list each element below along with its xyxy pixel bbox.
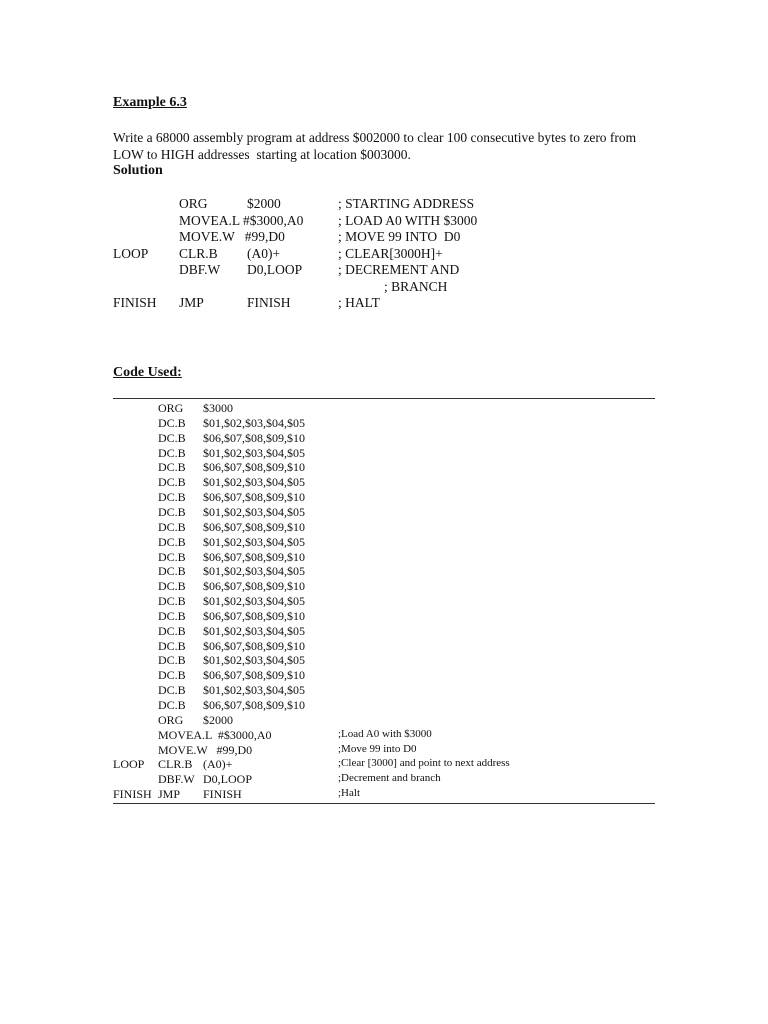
description-line-2: LOW to HIGH addresses starting at location $003000. <box>113 147 411 162</box>
code-line <box>0 550 768 565</box>
code-operand-cell: $3000 <box>203 401 233 415</box>
code-operand-cell: $06,$07,$08,$09,$10 <box>203 608 305 623</box>
solution-op-cell: CLR.B <box>179 245 218 261</box>
code-operand-cell: $06,$07,$08,$09,$10 <box>203 490 305 505</box>
code-operand-cell: $06,$07,$08,$09,$10 <box>203 519 305 534</box>
solution-op-cell: MOVE.W #99,D0 <box>179 229 285 244</box>
code-op-cell: DC.B <box>158 490 186 505</box>
code-operand-cell: $2000 <box>203 712 233 727</box>
code-op-cell: DC.B <box>158 430 186 445</box>
solution-comment-cell: ; BRANCH <box>384 278 448 294</box>
code-line <box>0 639 768 654</box>
solution-line <box>0 196 768 213</box>
code-op-cell: DC.B <box>158 683 186 698</box>
code-comment-cell: ;Halt <box>338 787 360 800</box>
code-op-cell: ORG <box>158 712 184 727</box>
solution-operand-cell: (A0)+ <box>247 245 281 261</box>
solution-comment-cell: ; DECREMENT AND <box>338 262 460 277</box>
solution-line <box>0 246 768 263</box>
code-op-cell: DC.B <box>158 534 186 549</box>
code-operand-cell: $01,$02,$03,$04,$05 <box>203 683 305 698</box>
code-op-cell: DC.B <box>158 608 186 623</box>
code-operand-cell: $06,$07,$08,$09,$10 <box>203 668 305 683</box>
code-operand-cell: (A0)+ <box>203 757 233 772</box>
code-op-cell: DC.B <box>158 475 186 490</box>
code-line <box>0 564 768 579</box>
code-line <box>0 787 768 802</box>
solution-op-cell: JMP <box>179 295 204 310</box>
code-op-cell: DC.B <box>158 519 186 534</box>
code-line <box>0 520 768 535</box>
code-operand-cell: $01,$02,$03,$04,$05 <box>203 475 305 490</box>
code-line <box>0 401 768 416</box>
code-line <box>0 609 768 624</box>
code-op-cell: DC.B <box>158 668 186 683</box>
code-operand-cell: $01,$02,$03,$04,$05 <box>203 653 305 668</box>
code-operand-cell: $06,$07,$08,$09,$10 <box>203 549 305 564</box>
code-line <box>0 579 768 594</box>
code-operand-cell: $06,$07,$08,$09,$10 <box>203 430 305 445</box>
code-op-cell: DC.B <box>158 415 186 430</box>
solution-op-cell: MOVEA.L #$3000,A0 <box>179 212 304 228</box>
code-operand-cell: FINISH <box>203 787 242 802</box>
code-line <box>0 683 768 698</box>
code-operand-cell: $01,$02,$03,$04,$05 <box>203 623 305 638</box>
code-op-cell: DBF.W <box>158 772 195 787</box>
code-line <box>0 668 768 683</box>
solution-comment-cell: ; CLEAR[3000H]+ <box>338 245 443 261</box>
solution-line <box>0 295 768 312</box>
code-op-cell: MOVE.W #99,D0 <box>158 742 253 757</box>
code-op-cell: DC.B <box>158 623 186 638</box>
code-operand-cell: $06,$07,$08,$09,$10 <box>203 460 305 475</box>
code-op-cell: DC.B <box>158 564 186 579</box>
solution-label: Solution <box>113 163 163 178</box>
code-op-cell: DC.B <box>158 445 186 460</box>
code-op-cell: DC.B <box>158 460 186 475</box>
code-line <box>0 431 768 446</box>
description-line-1: Write a 68000 assembly program at address $002000 to clear 100 consecutive bytes to zero from <box>113 130 637 145</box>
code-line <box>0 772 768 787</box>
code-comment-cell: ;Load A0 with $3000 <box>338 727 432 740</box>
code-line <box>0 653 768 668</box>
code-op-cell: DC.B <box>158 549 186 564</box>
code-line <box>0 594 768 609</box>
code-op-cell: DC.B <box>158 504 186 519</box>
solution-operand-cell: D0,LOOP <box>247 262 303 277</box>
code-operand-cell: $06,$07,$08,$09,$10 <box>203 638 305 653</box>
code-line <box>0 416 768 431</box>
code-label-cell: FINISH <box>113 787 152 802</box>
code-line <box>0 460 768 475</box>
code-operand-cell: $06,$07,$08,$09,$10 <box>203 579 305 594</box>
solution-label-cell: LOOP <box>113 245 149 261</box>
code-line <box>0 446 768 461</box>
code-line <box>0 535 768 550</box>
code-comment-cell: ;Decrement and branch <box>338 772 441 785</box>
code-op-cell: JMP <box>158 787 181 802</box>
code-operand-cell: $01,$02,$03,$04,$05 <box>203 415 305 430</box>
code-op-cell: DC.B <box>158 594 186 609</box>
code-operand-cell: $01,$02,$03,$04,$05 <box>203 534 305 549</box>
code-op-cell: DC.B <box>158 579 186 594</box>
code-op-cell: DC.B <box>158 698 186 712</box>
code-line <box>0 490 768 505</box>
solution-line <box>0 279 768 296</box>
code-line <box>0 475 768 490</box>
code-comment-cell: ;Clear [3000] and point to next address <box>338 757 510 770</box>
code-label-cell: LOOP <box>113 757 145 772</box>
code-operand-cell: D0,LOOP <box>203 772 253 787</box>
code-line <box>0 624 768 639</box>
code-top-rule <box>113 398 655 399</box>
code-used-title: Code Used: <box>113 365 182 380</box>
code-op-cell: CLR.B <box>158 757 193 772</box>
solution-comment-cell: ; LOAD A0 WITH $3000 <box>338 212 478 228</box>
code-line <box>0 743 768 758</box>
solution-label-cell: FINISH <box>113 295 157 310</box>
code-operand-cell: $01,$02,$03,$04,$05 <box>203 445 305 460</box>
solution-operand-cell: FINISH <box>247 295 291 310</box>
code-operand-cell: $01,$02,$03,$04,$05 <box>203 594 305 609</box>
code-bottom-rule <box>113 803 655 804</box>
solution-line <box>0 262 768 279</box>
code-op-cell: MOVEA.L #$3000,A0 <box>158 727 272 742</box>
code-line <box>0 713 768 728</box>
solution-comment-cell: ; HALT <box>338 295 380 310</box>
code-op-cell: DC.B <box>158 653 186 668</box>
code-operand-cell: $06,$07,$08,$09,$10 <box>203 698 305 712</box>
code-operand-cell: $01,$02,$03,$04,$05 <box>203 504 305 519</box>
solution-op-cell: ORG <box>179 196 208 211</box>
code-op-cell: ORG <box>158 401 184 415</box>
code-comment-cell: ;Move 99 into D0 <box>338 742 417 755</box>
example-title: Example 6.3 <box>113 95 187 110</box>
solution-operand-cell: $2000 <box>247 196 281 211</box>
code-op-cell: DC.B <box>158 638 186 653</box>
code-line <box>0 698 768 713</box>
code-operand-cell: $01,$02,$03,$04,$05 <box>203 564 305 579</box>
code-line <box>0 728 768 743</box>
solution-comment-cell: ; MOVE 99 INTO D0 <box>338 229 461 244</box>
solution-op-cell: DBF.W <box>179 262 221 277</box>
solution-comment-cell: ; STARTING ADDRESS <box>338 196 475 211</box>
code-line <box>0 757 768 772</box>
code-line <box>0 505 768 520</box>
solution-line <box>0 229 768 246</box>
solution-line <box>0 213 768 230</box>
